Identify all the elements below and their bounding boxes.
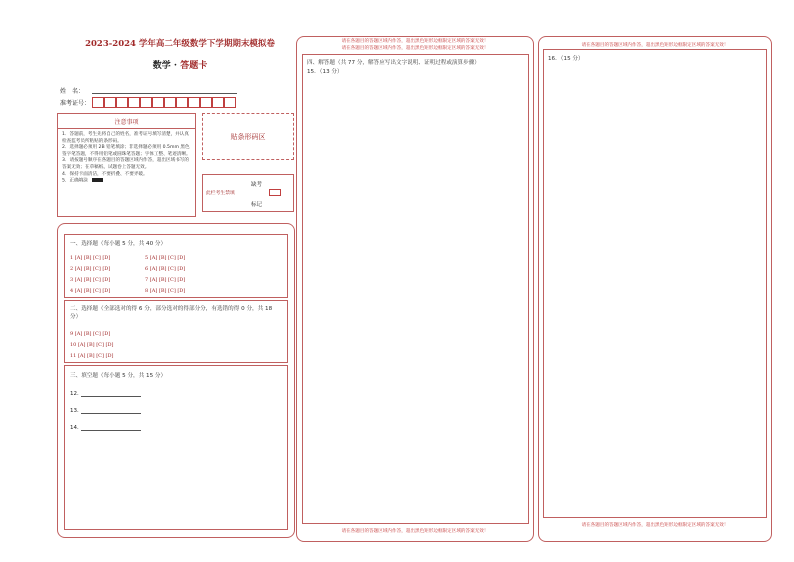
subtitle	[60, 58, 300, 71]
warning-top-1: 请在各题目的答题区域内作答，超出黑色矩形边框限定区域的答案无效！	[341, 39, 489, 44]
q16-label: 16．（15 分）	[548, 56, 584, 62]
choice-row-3[interactable]: 3 [A] [B] [C] [D]	[70, 277, 111, 283]
notice-title: 注意事项	[58, 114, 195, 129]
choice-row-7[interactable]: 7 [A] [B] [C] [D]	[145, 277, 186, 283]
id-box[interactable]	[128, 97, 140, 108]
fill-sample-label: 5．正确填涂	[62, 178, 88, 184]
blank-14-label: 14．	[70, 425, 83, 431]
choice-row-1[interactable]: 1 [A] [B] [C] [D]	[70, 255, 111, 261]
name-field[interactable]	[92, 93, 237, 94]
section-3-title: 三、填空题（每小题 5 分，共 15 分）	[70, 373, 167, 379]
q15-label: 15．（13 分）	[307, 69, 343, 75]
choice-row-9[interactable]: 9 [A] [B] [C] [D]	[70, 331, 111, 337]
id-box[interactable]	[104, 97, 116, 108]
choice-row-6[interactable]: 6 [A] [B] [C] [D]	[145, 266, 186, 272]
barcode-label: 贴条形码区	[230, 132, 266, 141]
choice-row-5[interactable]: 5 [A] [B] [C] [D]	[145, 255, 186, 261]
warning-top-2: 请在各题目的答题区域内作答，超出黑色矩形边框限定区域的答案无效！	[341, 46, 489, 51]
id-box[interactable]	[200, 97, 212, 108]
exam-title: 2023-2024 学年高二年级数学下学期期末模拟卷	[85, 39, 275, 49]
id-box[interactable]	[212, 97, 224, 108]
barcode-area	[202, 113, 294, 160]
choice-row-10[interactable]: 10 [A] [B] [C] [D]	[70, 342, 114, 348]
id-box[interactable]	[140, 97, 152, 108]
blank-12-label: 12．	[70, 391, 83, 397]
notice-item-3: 3．请按题号顺序在各题目的答题区域内作答，超出区域书写的答案无效；在草稿纸、试题卷上答题无效。	[62, 158, 189, 170]
warning-bottom-middle: 请在各题目的答题区域内作答，超出黑色矩形边框限定区域的答案无效！	[341, 529, 489, 534]
section-2-title: 二、选择题（全部选对的得 6 分，部分选对的得部分分，有选错的得 0 分，共 18 分）	[70, 306, 273, 320]
blank-12-line[interactable]	[81, 396, 141, 397]
separator-dot: ·	[173, 61, 178, 71]
absent-label: 此栏考生禁填	[206, 191, 235, 196]
name-label: 姓 名：	[60, 88, 85, 95]
id-boxes	[92, 97, 236, 108]
warning-top-right: 请在各题目的答题区域内作答，超出黑色矩形边框限定区域的答案无效！	[581, 43, 729, 48]
id-box[interactable]	[116, 97, 128, 108]
section-3-box	[64, 365, 288, 530]
section-1-title: 一、选择题（每小题 5 分，共 40 分）	[70, 241, 167, 247]
choice-row-8[interactable]: 8 [A] [B] [C] [D]	[145, 288, 186, 294]
choice-row-2[interactable]: 2 [A] [B] [C] [D]	[70, 266, 111, 272]
section-1-box	[64, 234, 288, 298]
id-box[interactable]	[188, 97, 200, 108]
absent-line2: 标记	[251, 202, 263, 208]
notice-item-2: 2．选择题必须用 2B 铅笔填涂；非选择题必须用 0.5mm 黑色签字笔答题，不得用铅笔或圆珠笔答题；字体工整、笔迹清晰。	[62, 145, 191, 157]
blank-13-label: 13．	[70, 408, 83, 414]
question-15-box[interactable]	[302, 54, 529, 524]
absent-line1: 缺考	[251, 182, 263, 188]
absent-mark-box	[202, 174, 294, 212]
choice-row-11[interactable]: 11 [A] [B] [C] [D]	[70, 353, 114, 359]
section-4-title: 四、解答题（共 77 分，解答应写出文字说明、证明过程或演算步骤）	[307, 60, 480, 66]
id-box[interactable]	[224, 97, 236, 108]
question-16-box[interactable]	[543, 49, 767, 518]
notice-box	[57, 113, 196, 217]
notice-item-5	[62, 178, 191, 185]
id-box[interactable]	[176, 97, 188, 108]
id-box[interactable]	[164, 97, 176, 108]
notice-item-4: 4．保持卡面清洁，不要折叠、不要弄破。	[62, 171, 148, 177]
notice-item-1: 1．答题前，考生先将自己的姓名，准考证号填写清楚，并认真检查监考员所粘贴的条形码。	[62, 132, 189, 144]
id-box[interactable]	[92, 97, 104, 108]
fill-sample-mark	[92, 178, 103, 182]
id-box[interactable]	[152, 97, 164, 108]
warning-bottom-right: 请在各题目的答题区域内作答，超出黑色矩形边框限定区域的答案无效！	[581, 523, 729, 528]
id-label: 准考证号：	[60, 100, 91, 107]
card-label: 答题卡	[180, 61, 208, 71]
section-2-box	[64, 300, 288, 363]
blank-13-line[interactable]	[81, 413, 141, 414]
choice-row-4[interactable]: 4 [A] [B] [C] [D]	[70, 288, 111, 294]
absent-checkbox[interactable]	[269, 189, 281, 196]
subject-label: 数学	[152, 61, 171, 71]
blank-14-line[interactable]	[81, 430, 141, 431]
